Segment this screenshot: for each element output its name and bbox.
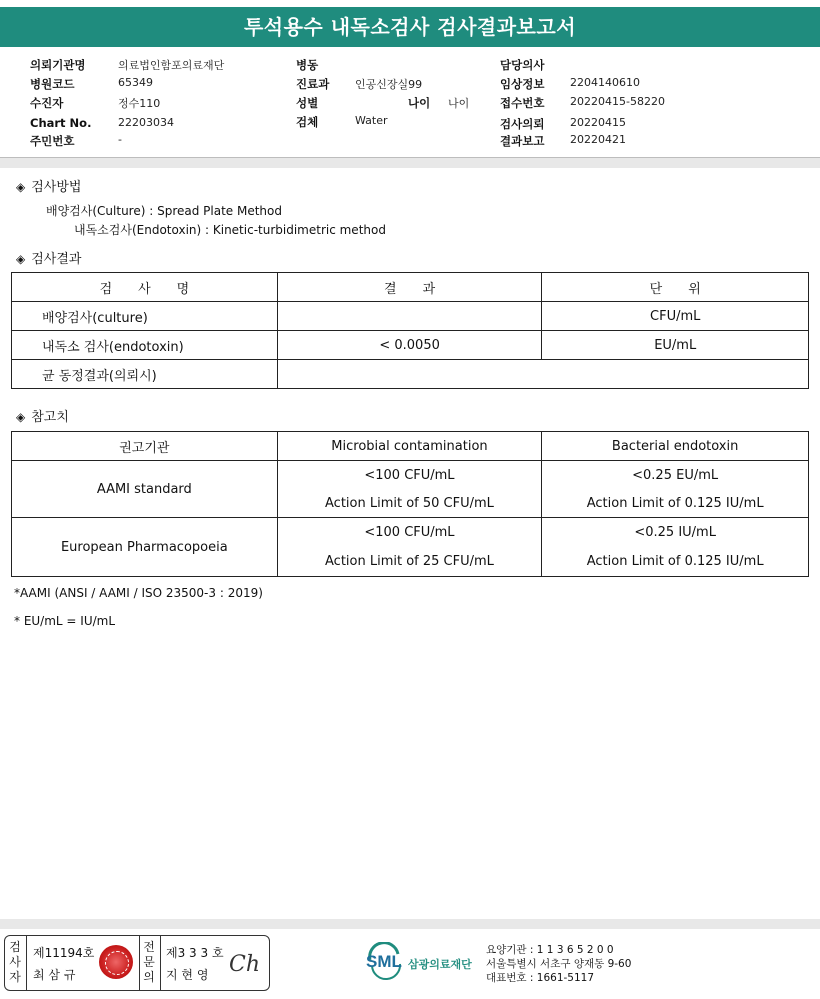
results-heading [16,248,81,267]
reference-heading [16,406,69,425]
reception-value: 20220415-58220 [570,95,665,108]
signature: Ch [229,952,261,977]
test-name-cell: 균 동정결과(의뢰시) [12,360,278,389]
unit-cell: CFU/mL [542,302,809,331]
endo-action-cell: Action Limit of 0.125 IU/mL [542,547,809,577]
method-culture: 배양검사(Culture) : Spread Plate Method [46,204,282,218]
column-header: 권고기관 [12,432,278,461]
report-date-value: 20220421 [570,133,626,146]
results-heading-text: 검사결과 [31,252,82,267]
specialist-label [142,940,156,985]
sml-logo [364,942,484,982]
clinical-value: 2204140610 [570,76,640,89]
specimen-label: 검체 [296,115,319,129]
reference-heading-text: 참고치 [31,410,69,425]
diamond-bullet-icon: ◈ [16,252,26,266]
clinical-label: 임상정보 [500,77,545,91]
age-value: 나이 [448,97,470,110]
signature-box [4,935,270,991]
divider [139,936,140,990]
chart-no-value: 22203034 [118,116,174,129]
org-info [486,943,631,985]
test-name-cell: 내독소 검사(endotoxin) [12,331,278,360]
logo-text: SML [366,952,402,971]
chart-no-label: Chart No. [30,116,92,130]
inspector-label [8,940,22,985]
column-header: Microbial contamination [277,432,542,461]
footer-separator [0,919,820,929]
request-label: 검사의뢰 [500,117,545,131]
seal-stamp-icon [99,945,133,979]
org-cell: European Pharmacopoeia [12,518,278,577]
receiver-value: 정수110 [118,97,161,110]
patient-info [0,54,820,156]
hospital-code-value: 65349 [118,76,153,89]
table-row [12,461,809,490]
header-separator [0,157,820,168]
specimen-value: Water [355,114,388,127]
micro-limit-cell: <100 CFU/mL [277,461,542,490]
specialist-license-no: 제3 3 3 호 [166,946,224,960]
department-label: 진료과 [296,77,330,91]
micro-action-cell: Action Limit of 25 CFU/mL [277,547,542,577]
endo-limit-cell: <0.25 EU/mL [542,461,809,490]
divider [26,936,27,990]
institution-value: 의료법인함포의료재단 [118,59,225,72]
org-phone: 대표번호 : 1661-5117 [486,972,595,984]
endo-limit-cell: <0.25 IU/mL [542,518,809,548]
method-heading-text: 검사방법 [31,180,82,195]
reference-table [11,431,809,577]
table-row [12,518,809,548]
unit-cell: EU/mL [542,331,809,360]
column-header: 단 위 [542,273,809,302]
inspector-name: 최 삼 규 [33,968,76,982]
result-cell: < 0.0050 [277,331,542,360]
org-code: 요양기관 : 1 1 3 6 5 2 0 0 [486,944,614,956]
request-value: 20220415 [570,116,626,129]
table-header-row [12,432,809,461]
micro-limit-cell: <100 CFU/mL [277,518,542,548]
note-units: * EU/mL = IU/mL [14,614,116,628]
test-name-cell: 배양검사(culture) [12,302,278,331]
table-row [12,331,809,360]
receiver-label: 수진자 [30,96,64,110]
department-value: 인공신장실99 [355,78,423,91]
column-header: 결 과 [277,273,542,302]
report-date-label: 결과보고 [500,134,545,148]
org-address: 서울특별시 서초구 양재동 9-60 [486,958,632,970]
org-name: 삼광의료재단 [408,958,472,971]
results-table [11,272,809,389]
column-header: Bacterial endotoxin [542,432,809,461]
table-row [12,360,809,389]
divider [160,936,161,990]
inspector-label-text: 검사자 [9,940,21,984]
reception-label: 접수번호 [500,96,545,110]
hospital-code-label: 병원코드 [30,77,75,91]
specialist-name: 지 현 영 [166,968,209,982]
gender-label: 성별 [296,96,319,110]
table-header-row [12,273,809,302]
report-title: 투석용수 내독소검사 검사결과보고서 [0,7,820,47]
doctor-label: 담당의사 [500,58,545,72]
result-cell [277,302,542,331]
inspector-license-no: 제11194호 [33,946,95,960]
column-header: 검 사 명 [12,273,278,302]
table-row [12,302,809,331]
specialist-label-text: 전문의 [143,940,155,984]
method-endotoxin: 내독소검사(Endotoxin) : Kinetic-turbidimetric method [74,223,386,237]
endo-action-cell: Action Limit of 0.125 IU/mL [542,489,809,518]
diamond-bullet-icon: ◈ [16,410,26,424]
ward-label: 병동 [296,58,319,72]
identification-result-cell [277,360,808,389]
note-aami: *AAMI (ANSI / AAMI / ISO 23500-3 : 2019) [14,586,263,600]
micro-action-cell: Action Limit of 50 CFU/mL [277,489,542,518]
method-heading [16,176,81,195]
resident-no-value: - [118,133,122,146]
institution-label: 의뢰기관명 [30,58,86,72]
resident-no-label: 주민번호 [30,134,75,148]
diamond-bullet-icon: ◈ [16,180,26,194]
age-label: 나이 [408,96,431,110]
org-cell: AAMI standard [12,461,278,518]
